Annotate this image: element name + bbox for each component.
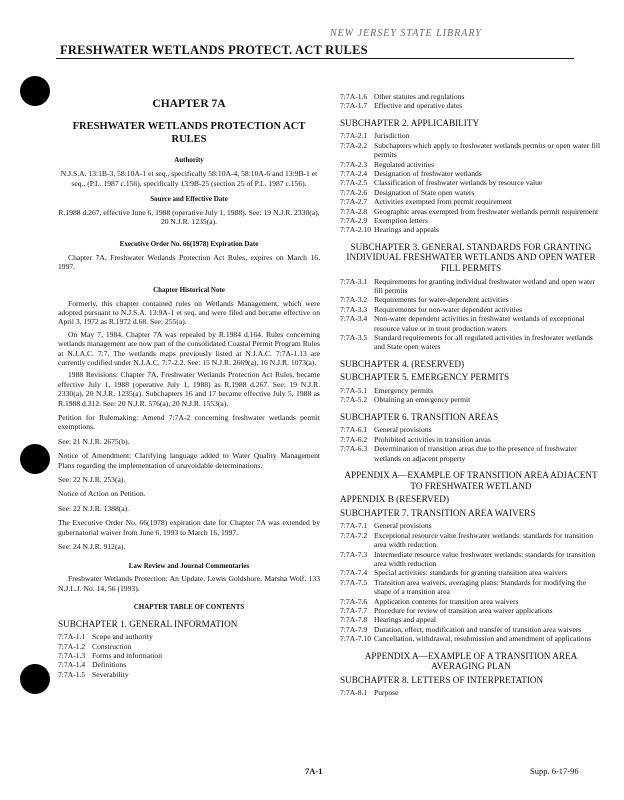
toc-item: 7:7A-1.5 Severability: [58, 669, 129, 679]
toc-item: 7:7A-6.1 General provisions: [340, 425, 432, 435]
subchapter-2-heading: SUBCHAPTER 2. APPLICABILITY: [340, 117, 480, 128]
subchapter-8-heading: SUBCHAPTER 8. LETTERS OF INTERPRETATION: [340, 674, 544, 685]
source-text: R.1988 d.267, effective June 6, 1988 (operative July 1, 1988). See: 19 N.J.R. 2330(a), 20 N.J.R. 1235(a).: [58, 207, 320, 226]
chapter-number: CHAPTER 7A: [152, 98, 226, 110]
library-stamp: NEW JERSEY STATE LIBRARY: [330, 28, 482, 39]
toc-item: 7:7A-7.3 Intermediate resource value freshwater wetlands: standards for transition area width reduction: [340, 549, 596, 568]
toc-item: 7:7A-8.1 Purpose: [340, 688, 399, 698]
amendment-text: Notice of Amendment: Clarifying language added to Water Quality Management Plans regarding the implementation of unavoidable determinations.: [58, 451, 320, 470]
law-review-text: Freshwater Wetlands Protection: An Update. Lewis Goldshore, Marsha Wolf, 133 N.J.L.J. No. 14, 56 (1993).: [58, 574, 320, 593]
toc-item: 7:7A-1.6 Other statutes and regulations: [340, 92, 465, 101]
toc-item: 7:7A-2.5 Classification of freshwater wetlands by resource value: [340, 178, 543, 188]
supplement-date: Supp. 6-17-96: [530, 766, 579, 776]
history-para-2: On May 7, 1984, Chapter 7A was repealed by R.1984 d.164. Rules concerning wetlands management are now part of the consolidated Coastal Permit Program Rules at N.J.A.C. 7:7. The wetlands maps previously listed at N.J.A.C. 7:7A-1.13 are currently codified under N.J.A.C. 7:7-2.2. See: 15 N.J.R. 2669(a), 16 N.J.R. 1073(a).: [58, 329, 320, 367]
left-column: [58, 92, 320, 679]
petition-see: See: 21 N.J.R. 2675(b).: [58, 436, 130, 446]
toc-item: 7:7A-1.4 Definitions: [58, 660, 127, 670]
subchapter-5-list: [340, 386, 602, 405]
history-para-3: 1988 Revisions: Chapter 7A, Freshwater Wetlands Protection Act Rules, became effective July 1, 1988 (operative July 1, 1988) as R.1988 d.267. See: 19 N.J.R. 2330(a), 20 N.J.R. 1235(a). Subchapters 16 and 17 became effective July 5, 1988 as R.1988 d.312. See: 20 N.J.R. 576(a), 20 N.J.R. 1553(a).: [58, 370, 320, 408]
source-heading: Source and Effective Date: [150, 194, 228, 203]
toc-item: 7:7A-2.10 Hearings and appeals: [340, 225, 439, 235]
toc-item: 7:7A-6.2 Prohibited activities in transition areas: [340, 434, 491, 444]
toc-item: 7:7A-5.2 Obtaining an emergency permit: [340, 395, 471, 405]
toc-heading: CHAPTER TABLE OF CONTENTS: [133, 602, 245, 611]
toc-item: 7:7A-5.1 Emergency permits: [340, 386, 434, 395]
history-para-1: Formerly, this chapter contained rules on Wetlands Management, which were adopted pursuant to N.J.S.A. 13:9A-1 et seq. and were filed and became effective on April 3, 1972 as R.1972 d.68. See: 255(a).: [58, 298, 320, 327]
toc-item: 7:7A-2.7 Activities exempted from permit requirement: [340, 197, 512, 207]
toc-item: 7:7A-7.8 Hearings and appeal: [340, 615, 436, 625]
toc-item: 7:7A-7.4 Special activities: standards for granting transition area waivers: [340, 568, 567, 578]
toc-item: 7:7A-7.1 General provisions: [340, 521, 432, 531]
toc-item: 7:7A-7.9 Duration, effect, modification and transfer of transition area waivers: [340, 624, 582, 634]
appendix-a-heading: APPENDIX A—EXAMPLE OF TRANSITION AREA ADJACENT TO FRESHWATER WETLAND: [344, 470, 598, 491]
toc-item: 7:7A-2.3 Regulated activities: [340, 159, 435, 169]
punch-hole-middle: [20, 444, 50, 474]
subchapter-7-list: [340, 521, 602, 643]
toc-item: 7:7A-1.7 Effective and operative dates: [340, 101, 463, 111]
toc-item: 7:7A-6.3 Determination of transition areas due to the presence of freshwater wetlands on adjacent property: [340, 444, 577, 463]
toc-item: 7:7A-1.2 Construction: [58, 641, 132, 651]
exec-order-heading: Executive Order No. 66(1978) Expiration Date: [119, 240, 259, 249]
subchapter-6-list: [340, 425, 602, 463]
subchapter-6-heading: SUBCHAPTER 6. TRANSITION AREAS: [340, 411, 499, 422]
amendment-see: See: 22 N.J.R. 253(a).: [58, 475, 126, 485]
header-rule: [56, 58, 574, 59]
toc-item: 7:7A-3.5 Standard requirements for all regulated activities in freshwater wetlands and State open waters: [340, 333, 593, 352]
exec-order-text: Chapter 7A, Freshwater Wetlands Protection Act Rules, expires on March 16, 1997.: [58, 253, 320, 272]
page-number: 7A-1: [305, 766, 323, 776]
subchapter-3-list: [340, 277, 602, 352]
law-review-heading: Law Review and Journal Commentaries: [128, 561, 250, 570]
toc-item: 7:7A-7.5 Transition area waivers, averaging plans: Standards for modifying the shape of a transition area: [340, 577, 587, 597]
toc-item: 7:7A-2.1 Jurisdiction: [340, 131, 410, 141]
appendix-averaging-heading: APPENDIX A—EXAMPLE OF A TRANSITION AREA AVERAGING PLAN: [364, 650, 578, 672]
toc-item: 7:7A-2.6 Designation of State open waters: [340, 187, 475, 197]
subchapter-1-list: [58, 632, 320, 679]
subchapter-3-heading: SUBCHAPTER 3. GENERAL STANDARDS FOR GRANTING INDIVIDUAL FRESHWATER WETLANDS AND OPEN WATER FILL PERMITS: [346, 241, 596, 274]
toc-item: 7:7A-3.4 Non-water dependent activities in freshwater wetlands of exceptional resource value or in trout production waters: [340, 314, 585, 333]
running-header: FRESHWATER WETLANDS PROTECT. ACT RULES: [60, 43, 368, 57]
action-see: See: 22 N.J.R. 1388(a).: [58, 503, 130, 513]
toc-item: 7:7A-1.3 Forms and information: [58, 651, 163, 661]
toc-item: 7:7A-2.9 Exemption letters: [340, 216, 428, 226]
subchapter-7-heading: SUBCHAPTER 7. TRANSITION AREA WAIVERS: [340, 507, 536, 518]
toc-item: 7:7A-7.10 Cancellation, withdrawal, resubmission and amendment of applications: [340, 634, 592, 644]
toc-item: 7:7A-7.6 Application contents for transition area waivers: [340, 596, 519, 606]
toc-item: 7:7A-3.3 Requirements for non-water dependent activities: [340, 304, 523, 314]
subchapter-4-heading: SUBCHAPTER 4. (RESERVED): [340, 358, 465, 369]
subchapter-1-heading: SUBCHAPTER 1. GENERAL INFORMATION: [58, 618, 238, 629]
waiver-text: The Executive Order No. 66(1978) expiration date for Chapter 7A was extended by gubernatorial waiver from June 6, 1993 to March 16, 1997.: [58, 518, 320, 537]
appendix-b-heading: APPENDIX B (RESERVED): [340, 494, 450, 505]
subchapter-1-continued: [340, 92, 602, 111]
chapter-title: FRESHWATER WETLANDS PROTECTION ACT RULES: [72, 121, 306, 145]
toc-item: 7:7A-1.1 Scope and authority: [58, 632, 153, 642]
waiver-see: See: 24 N.J.R. 912(a).: [58, 542, 126, 552]
toc-item: 7:7A-3.1 Requirements for granting individual freshwater wetland and open water fill permits: [340, 276, 595, 295]
subchapter-8-list: [340, 688, 602, 697]
right-column: [340, 92, 602, 698]
toc-item: 7:7A-2.4 Designation of freshwater wetlands: [340, 169, 482, 179]
toc-item: 7:7A-2.8 Geographic areas exempted from freshwater wetlands permit requirement: [340, 206, 599, 216]
toc-item: 7:7A-2.2 Subchapters which apply to freshwater wetlands permits or open water fill permits: [340, 140, 601, 160]
authority-text: N.J.S.A. 13:1B-3, 58:10A-1 et seq., specifically 58:10A-4, 58:10A-6 and 13:9B-1 et seq., (P.L. 1987 c.156), specifically 13:9B-25 (section 25 of P.L. 1987 c.156).: [60, 169, 318, 188]
action-text: Notice of Action on Petition.: [58, 489, 146, 499]
history-heading: Chapter Historical Note: [153, 285, 225, 294]
toc-item: 7:7A-7.2 Exceptional resource value freshwater wetlands: standards for transition area width reduction: [340, 530, 594, 550]
petition-text: Petition for Rulemaking: Amend 7:7A-2 concerning freshwater wetlands permit exemptions.: [58, 413, 320, 432]
toc-item: 7:7A-3.2 Requirements for water-dependent activities: [340, 295, 509, 305]
punch-hole-top: [20, 76, 50, 106]
punch-hole-bottom: [20, 664, 50, 694]
subchapter-2-list: [340, 131, 602, 234]
subchapter-5-heading: SUBCHAPTER 5. EMERGENCY PERMITS: [340, 372, 510, 383]
toc-item: 7:7A-7.7 Procedure for review of transition area waiver applications: [340, 605, 553, 615]
authority-heading: Authority: [174, 156, 204, 165]
